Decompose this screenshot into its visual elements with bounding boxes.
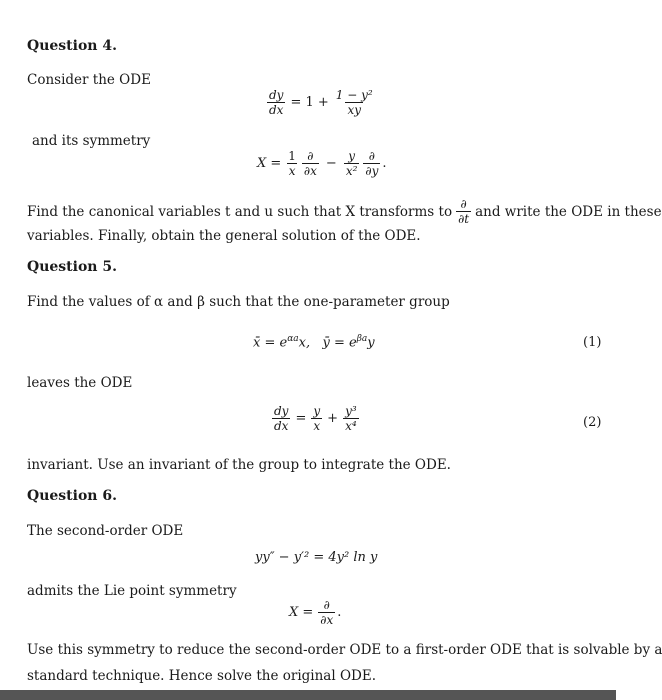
q6-ode-equation: yy″ − y′² = 4y² ln y	[255, 550, 378, 565]
q4-task-line2: variables. Finally, obtain the general solution of the ODE.	[27, 228, 421, 244]
q4-task-line1-b: and write the ODE in these	[475, 203, 662, 220]
bottom-scroll-bar	[0, 690, 616, 700]
question-4-heading: Question 4.	[27, 38, 117, 54]
q5-ode-t2-num: y³	[345, 404, 357, 418]
q5-group-xbar: x̄ = e	[253, 335, 288, 351]
q5-intro: Find the values of α and β such that the one-parameter group	[27, 294, 450, 310]
q4-sym-t2-op-den: ∂y	[365, 164, 379, 178]
q4-sym-t2-num: y	[348, 149, 355, 163]
q4-ode-rhs-den: xy	[347, 103, 362, 117]
question-5-heading: Question 5.	[27, 259, 117, 275]
q6-sym-end: .	[337, 605, 342, 620]
q5-ode-lhs-den: dx	[274, 419, 289, 433]
q4-task-frac-num: ∂	[460, 197, 467, 211]
q6-symmetry-equation	[289, 598, 341, 627]
q4-sym-t2-op-num: ∂	[368, 149, 375, 163]
question-6-heading: Question 6.	[27, 488, 117, 504]
q4-ode-lhs-num: dy	[269, 88, 284, 102]
q4-task-line1-a: Find the canonical variables t and u such that X transforms to	[27, 203, 453, 220]
q5-task: invariant. Use an invariant of the group to integrate the ODE.	[27, 457, 451, 473]
q6-sym-lhs: X =	[289, 605, 314, 620]
q4-intro: Consider the ODE	[27, 72, 151, 88]
q5-ode-t1-num: y	[313, 404, 321, 418]
q4-sym-lhs: X =	[257, 156, 282, 171]
q6-task-line1: Use this symmetry to reduce the second-order ODE to a first-order ODE that is solvable by a	[27, 642, 662, 658]
q5-leaves-text: leaves the ODE	[27, 375, 133, 391]
q5-group-yexp: βa	[356, 334, 368, 344]
q4-ode-lhs-den: dx	[269, 103, 284, 117]
q4-sym-t1-op-num: ∂	[307, 149, 314, 163]
q6-sym-den: ∂x	[320, 613, 334, 627]
q5-ode-lhs-num: dy	[274, 404, 289, 418]
q6-task-line2: standard technique. Hence solve the original ODE.	[27, 668, 376, 684]
q5-group-yrest: y	[367, 335, 375, 351]
q4-sym-t1-op-den: ∂x	[303, 164, 317, 178]
q5-group-xrest: x,	[298, 335, 311, 351]
q4-symmetry-equation	[257, 149, 387, 178]
q6-sym-num: ∂	[323, 598, 330, 612]
q5-eq1-label: (1)	[583, 335, 602, 350]
q5-group-equation	[253, 334, 375, 350]
q6-admits-text: admits the Lie point symmetry	[27, 583, 237, 599]
q4-sym-end: .	[382, 156, 387, 171]
q5-ode-equation	[270, 404, 361, 433]
q5-group-ybar: ȳ = e	[322, 335, 357, 351]
q4-sym-t2-den: x²	[345, 164, 358, 178]
q5-ode-t1-den: x	[313, 419, 321, 433]
q5-ode-t2-den: x⁴	[345, 419, 357, 433]
q4-ode-equation	[265, 88, 377, 117]
q6-intro: The second-order ODE	[27, 523, 184, 539]
q4-sym-t1-num: 1	[288, 149, 296, 163]
q4-ode-rhs-num: 1 − y²	[335, 88, 373, 102]
q5-ode-eq: =	[295, 411, 307, 426]
q4-task-line1	[27, 197, 662, 226]
q4-sym-t1-den: x	[288, 164, 296, 178]
q4-task-frac-den: ∂t	[458, 212, 470, 226]
q4-ode-middle: = 1 +	[290, 95, 329, 110]
q5-eq2-label: (2)	[583, 415, 602, 430]
q5-group-xexp: αa	[287, 334, 299, 344]
q5-ode-plus: +	[327, 411, 339, 426]
q4-symmetry-text: and its symmetry	[32, 133, 151, 149]
q4-sym-minus: −	[325, 156, 337, 171]
